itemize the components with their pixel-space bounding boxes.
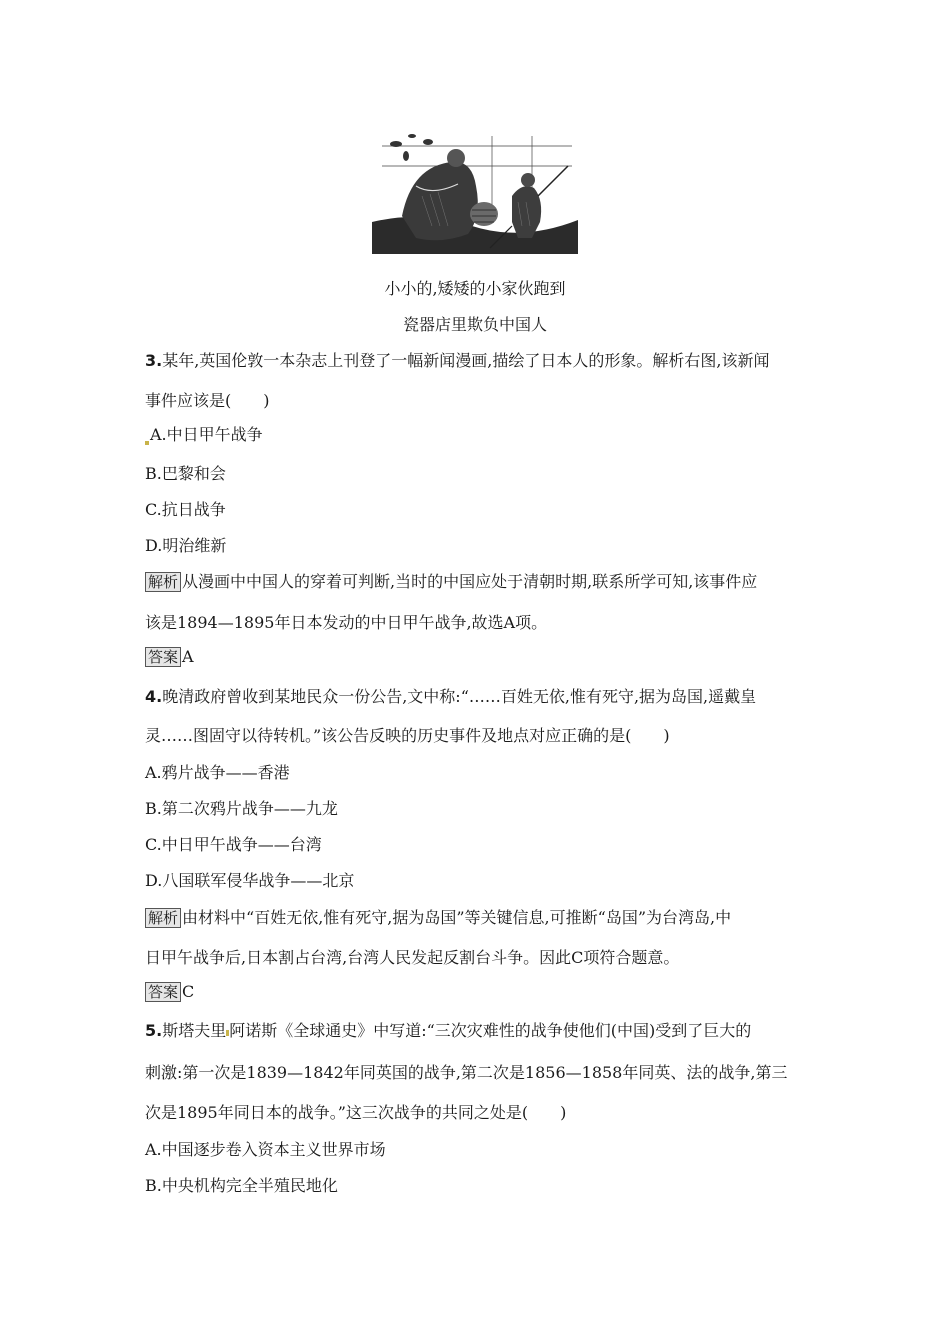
question-stem-text: 斯塔夫里 (162, 1021, 227, 1040)
question-3-option-b: B.巴黎和会 (145, 464, 226, 483)
answer-tag: 答案 (145, 982, 181, 1002)
figure-caption-line1: 小小的,矮矮的小家伙跑到 (384, 279, 566, 298)
question-5-option-b: B.中央机构完全半殖民地化 (145, 1176, 338, 1195)
question-5-stem-line3: 次是1895年同日本的战争。”这三次战争的共同之处是( ) (145, 1103, 567, 1122)
question-stem-text: 阿诺斯《全球通史》中写道:“三次灾难性的战争使他们(中国)受到了巨大的 (229, 1021, 752, 1040)
answer-value: C (182, 982, 195, 1001)
analysis-text: 由材料中“百姓无依,惟有死守,据为岛国”等关键信息,可推断“岛国”为台湾岛,中 (182, 908, 732, 927)
analysis-text: 从漫画中中国人的穿着可判断,当时的中国应处于清朝时期,联系所学可知,该事件应 (182, 572, 758, 591)
question-4-analysis-line2: 日甲午战争后,日本割占台湾,台湾人民发起反割台斗争。因此C项符合题意。 (145, 948, 680, 967)
question-3-option-d: D.明治维新 (145, 536, 227, 555)
analysis-tag: 解析 (145, 572, 181, 592)
question-stem-text: 某年,英国伦敦一本杂志上刊登了一幅新闻漫画,描绘了日本人的形象。解析右图,该新闻 (162, 351, 770, 370)
question-number: 3. (145, 351, 163, 370)
question-stem-text: 晚清政府曾收到某地民众一份公告,文中称:“……百姓无依,惟有死守,据为岛国,遥戴皇 (162, 687, 757, 706)
question-3-answer (145, 647, 194, 667)
question-4-answer (145, 982, 194, 1002)
question-3-option-a (145, 422, 263, 445)
figure-caption-line2: 瓷器店里欺负中国人 (402, 315, 547, 334)
question-4-option-c: C.中日甲午战争——台湾 (145, 835, 322, 854)
answer-tag: 答案 (145, 647, 181, 667)
answer-value: A (182, 647, 194, 666)
question-4-analysis-line1 (145, 905, 731, 928)
question-4-option-b: B.第二次鸦片战争——九龙 (145, 799, 338, 818)
question-3-analysis-line2: 该是1894—1895年日本发动的中日甲午战争,故选A项。 (145, 613, 548, 632)
option-text: A.中日甲午战争 (150, 425, 263, 444)
question-3-stem-line1 (145, 348, 769, 371)
question-4-option-a: A.鸦片战争——香港 (145, 763, 290, 782)
question-3-option-c: C.抗日战争 (145, 500, 226, 519)
question-5-option-a: A.中国逐步卷入资本主义世界市场 (145, 1140, 386, 1159)
question-number: 5. (145, 1021, 163, 1040)
question-5-stem-line2: 刺激:第一次是1839—1842年同英国的战争,第二次是1856—1858年同英、法的战争,第三 (145, 1063, 788, 1082)
question-3-analysis-line1 (145, 569, 757, 592)
question-number: 4. (145, 687, 163, 706)
question-4-stem-line1 (145, 684, 756, 707)
question-4-option-d: D.八国联军侵华战争——北京 (145, 871, 355, 890)
annotation-mark-icon (145, 441, 149, 445)
question-4-stem-line2: 灵……图固守以待转机。”该公告反映的历史事件及地点对应正确的是( ) (145, 726, 670, 745)
question-3-stem-line2: 事件应该是( ) (145, 391, 270, 410)
cartoon-illustration (372, 126, 578, 254)
analysis-tag: 解析 (145, 908, 181, 928)
question-5-stem-line1 (145, 1018, 751, 1041)
